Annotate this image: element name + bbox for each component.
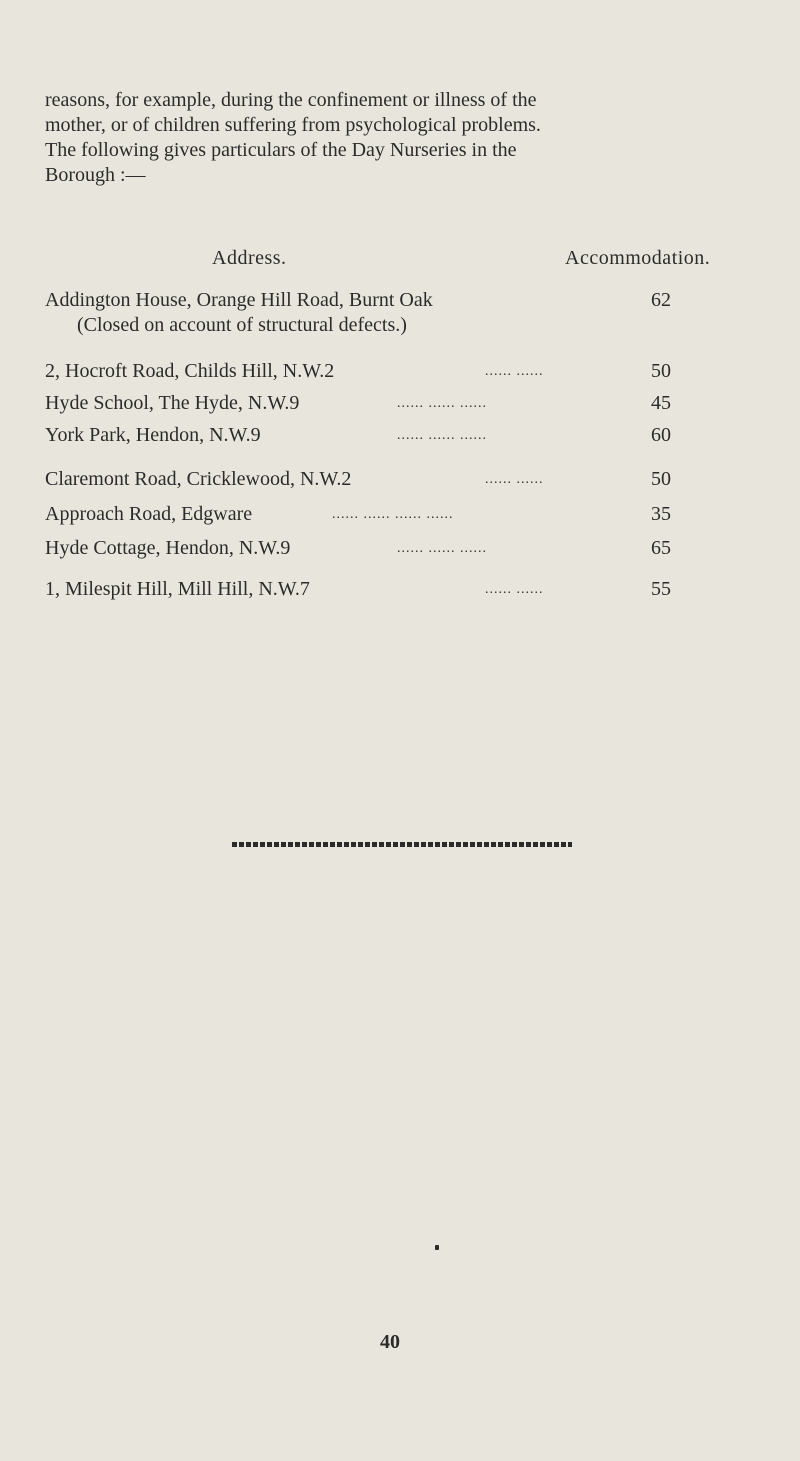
accommodation-value: 60: [651, 424, 671, 446]
table-row: [45, 289, 745, 315]
page-number: 40: [380, 1331, 400, 1353]
accommodation-column-header: Accommodation.: [565, 247, 711, 269]
intro-line: reasons, for example, during the confinement or illness of the: [45, 89, 537, 111]
closure-note: (Closed on account of structural defects.): [77, 314, 407, 336]
intro-line: The following gives particulars of the Day Nurseries in the: [45, 139, 517, 161]
accommodation-value: 55: [651, 578, 671, 600]
intro-paragraph: [45, 88, 765, 188]
leader-dots: ...... ...... ......: [397, 396, 487, 411]
section-divider: [232, 842, 572, 847]
leader-dots: ...... ...... ......: [397, 541, 487, 556]
nursery-address: Approach Road, Edgware: [45, 503, 253, 525]
nursery-address: 1, Milespit Hill, Mill Hill, N.W.7: [45, 578, 310, 600]
intro-line: mother, or of children suffering from psychological problems.: [45, 114, 541, 136]
leader-dots: ...... ...... ......: [397, 428, 487, 443]
nursery-address: York Park, Hendon, N.W.9: [45, 424, 261, 446]
table-row: [45, 503, 745, 529]
nursery-address: Hyde Cottage, Hendon, N.W.9: [45, 537, 291, 559]
leader-dots: ...... ......: [485, 472, 544, 487]
table-row: [45, 360, 745, 386]
accommodation-value: 65: [651, 537, 671, 559]
accommodation-value: 62: [651, 289, 671, 311]
nursery-address: Addington House, Orange Hill Road, Burnt Oak: [45, 289, 433, 311]
leader-dots: ...... ......: [485, 364, 544, 379]
table-row: [45, 578, 745, 604]
table-row: [45, 537, 745, 563]
table-row: [45, 392, 745, 418]
nursery-address: 2, Hocroft Road, Childs Hill, N.W.2: [45, 360, 335, 382]
leader-dots: ...... ...... ...... ......: [332, 507, 454, 522]
ink-speck: [435, 1245, 439, 1250]
accommodation-value: 50: [651, 360, 671, 382]
intro-line: Borough :—: [45, 164, 146, 186]
accommodation-value: 45: [651, 392, 671, 414]
accommodation-value: 35: [651, 503, 671, 525]
address-column-header: Address.: [212, 247, 287, 269]
table-row: [45, 424, 745, 450]
accommodation-value: 50: [651, 468, 671, 490]
nursery-address: Hyde School, The Hyde, N.W.9: [45, 392, 300, 414]
table-row: [45, 468, 745, 494]
nursery-address: Claremont Road, Cricklewood, N.W.2: [45, 468, 352, 490]
leader-dots: ...... ......: [485, 582, 544, 597]
